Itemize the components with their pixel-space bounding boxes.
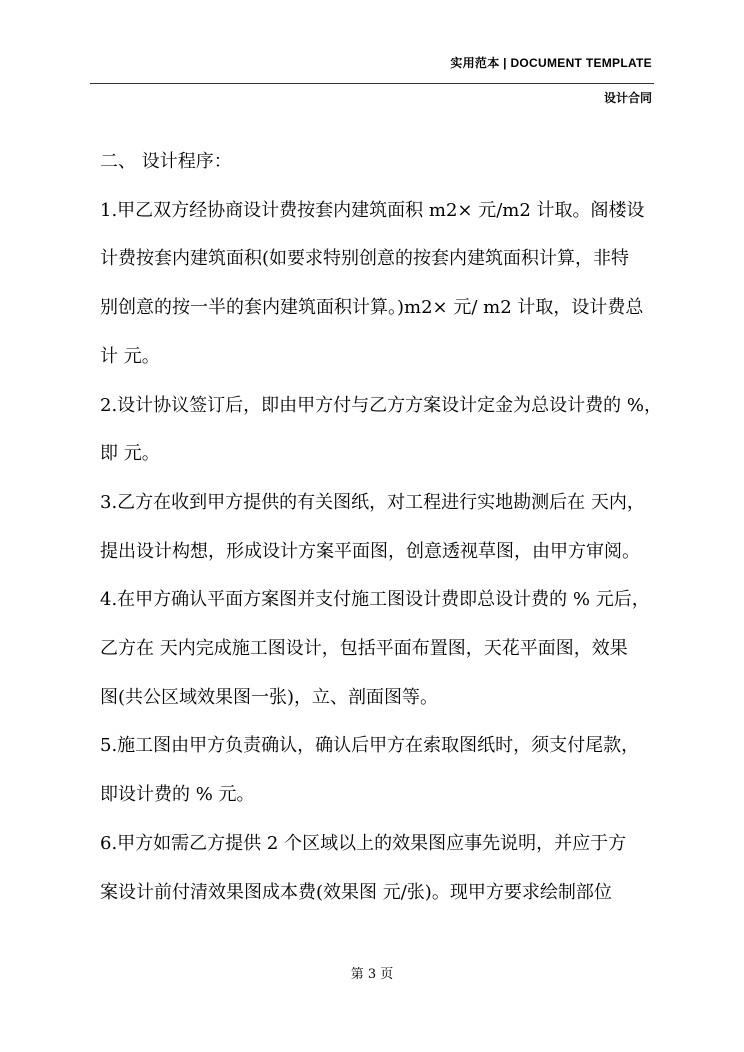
paragraph-line: 乙方在 天内完成施工图设计，包括平面布置图，天花平面图，效果 (100, 638, 628, 660)
page-number: 第 3 页 (350, 967, 394, 982)
header-title: 实用范本 | DOCUMENT TEMPLATE (450, 56, 652, 70)
document-body (100, 138, 660, 917)
paragraph-line: 别创意的按一半的套内建筑面积计算。)m2× 元/ m2 计取，设计费总 (100, 297, 644, 319)
paragraph-line: 4.在甲方确认平面方案图并支付施工图设计费即总设计费的 % 元后， (100, 589, 650, 611)
paragraph-line: 图(共公区域效果图一张)，立、剖面图等。 (100, 686, 439, 708)
paragraph-line: 计费按套内建筑面积(如要求特别创意的按套内建筑面积计算，非特 (100, 248, 630, 270)
paragraph-line: 计 元。 (100, 345, 160, 367)
paragraph-line: 即设计费的 % 元。 (100, 784, 255, 806)
paragraph-line: 提出设计构想，形成设计方案平面图，创意透视草图，由甲方审阅。 (100, 540, 640, 562)
section-heading: 二、 设计程序： (100, 151, 232, 172)
paragraph-line: 即 元。 (100, 443, 160, 465)
paragraph-line: 2.设计协议签订后，即由甲方付与乙方方案设计定金为总设计费的 %， (100, 394, 662, 416)
paragraph-line: 5.施工图由甲方负责确认，确认后甲方在索取图纸时，须支付尾款， (100, 735, 640, 757)
header-divider (90, 83, 654, 84)
header-subtitle: 设计合同 (603, 91, 652, 105)
paragraph-line: 6.甲方如需乙方提供 2 个区域以上的效果图应事先说明，并应于方 (100, 832, 627, 854)
paragraph-line: 3.乙方在收到甲方提供的有关图纸，对工程进行实地勘测后在 天内， (100, 491, 645, 513)
paragraph-line: 案设计前付清效果图成本费(效果图 元/张)。现甲方要求绘制部位 (100, 881, 612, 903)
paragraph-line: 1.甲乙双方经协商设计费按套内建筑面积 m2× 元/m2 计取。阁楼设 (100, 199, 645, 221)
